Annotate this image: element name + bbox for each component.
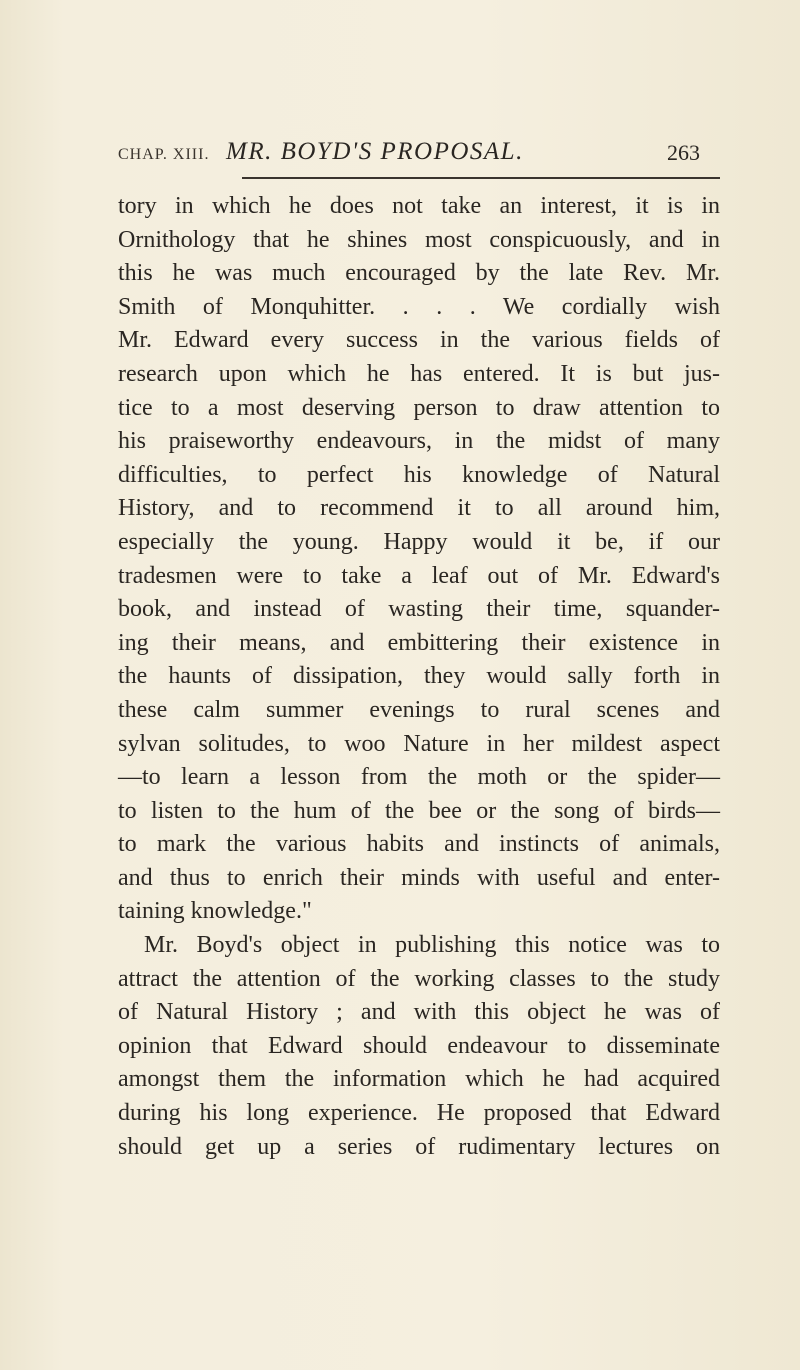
text-line: opinion that Edward should endeavour to disseminate bbox=[118, 1032, 720, 1059]
text-line: difficulties, to perfect his knowledge of Natural bbox=[118, 461, 720, 488]
text-line: —to learn a lesson from the moth or the spider— bbox=[118, 764, 720, 791]
body-text bbox=[118, 190, 720, 1164]
text-line: sylvan solitudes, to woo Nature in her mildest aspect bbox=[118, 730, 720, 757]
header-rule bbox=[242, 177, 720, 179]
text-line: taining knowledge." bbox=[118, 898, 312, 925]
text-line: to listen to the hum of the bee or the song of birds— bbox=[118, 797, 720, 824]
page-number: 263 bbox=[667, 140, 700, 165]
text-line: ing their means, and embittering their existence in bbox=[118, 629, 720, 656]
text-line: research upon which he has entered. It is but jus- bbox=[118, 360, 720, 387]
text-line: these calm summer evenings to rural scenes and bbox=[118, 696, 720, 723]
text-line: tradesmen were to take a leaf out of Mr. Edward's bbox=[118, 562, 720, 589]
text-line: during his long experience. He proposed that Edward bbox=[118, 1100, 720, 1127]
text-line: book, and instead of wasting their time, squander- bbox=[118, 596, 720, 623]
text-line: History, and to recommend it to all around him, bbox=[118, 495, 720, 522]
text-line: should get up a series of rudimentary lectures on bbox=[118, 1133, 720, 1160]
text-line: his praiseworthy endeavours, in the midst of many bbox=[118, 428, 720, 455]
page-header bbox=[118, 138, 700, 172]
running-title: MR. BOYD'S PROPOSAL. bbox=[226, 138, 524, 165]
text-line: Ornithology that he shines most conspicuously, and in bbox=[118, 226, 720, 253]
text-line: of Natural History ; and with this object he was of bbox=[118, 999, 720, 1026]
text-line: Smith of Monquhitter. . . . We cordially wish bbox=[118, 293, 720, 320]
text-line: Mr. Edward every success in the various fields of bbox=[118, 327, 720, 354]
text-line: tice to a most deserving person to draw attention to bbox=[118, 394, 720, 421]
text-line: attract the attention of the working classes to the study bbox=[118, 965, 720, 992]
text-line: to mark the various habits and instincts of animals, bbox=[118, 831, 720, 858]
text-line: the haunts of dissipation, they would sally forth in bbox=[118, 663, 720, 690]
text-line: this he was much encouraged by the late Rev. Mr. bbox=[118, 260, 720, 287]
paragraph-first-line: Mr. Boyd's object in publishing this notice was to bbox=[144, 932, 720, 959]
text-line: amongst them the information which he had acquired bbox=[118, 1066, 720, 1093]
text-line: and thus to enrich their minds with useful and enter- bbox=[118, 864, 720, 891]
text-line: especially the young. Happy would it be, if our bbox=[118, 528, 720, 555]
text-line: tory in which he does not take an interest, it is in bbox=[118, 193, 720, 219]
chapter-label: CHAP. XIII. bbox=[118, 146, 210, 163]
